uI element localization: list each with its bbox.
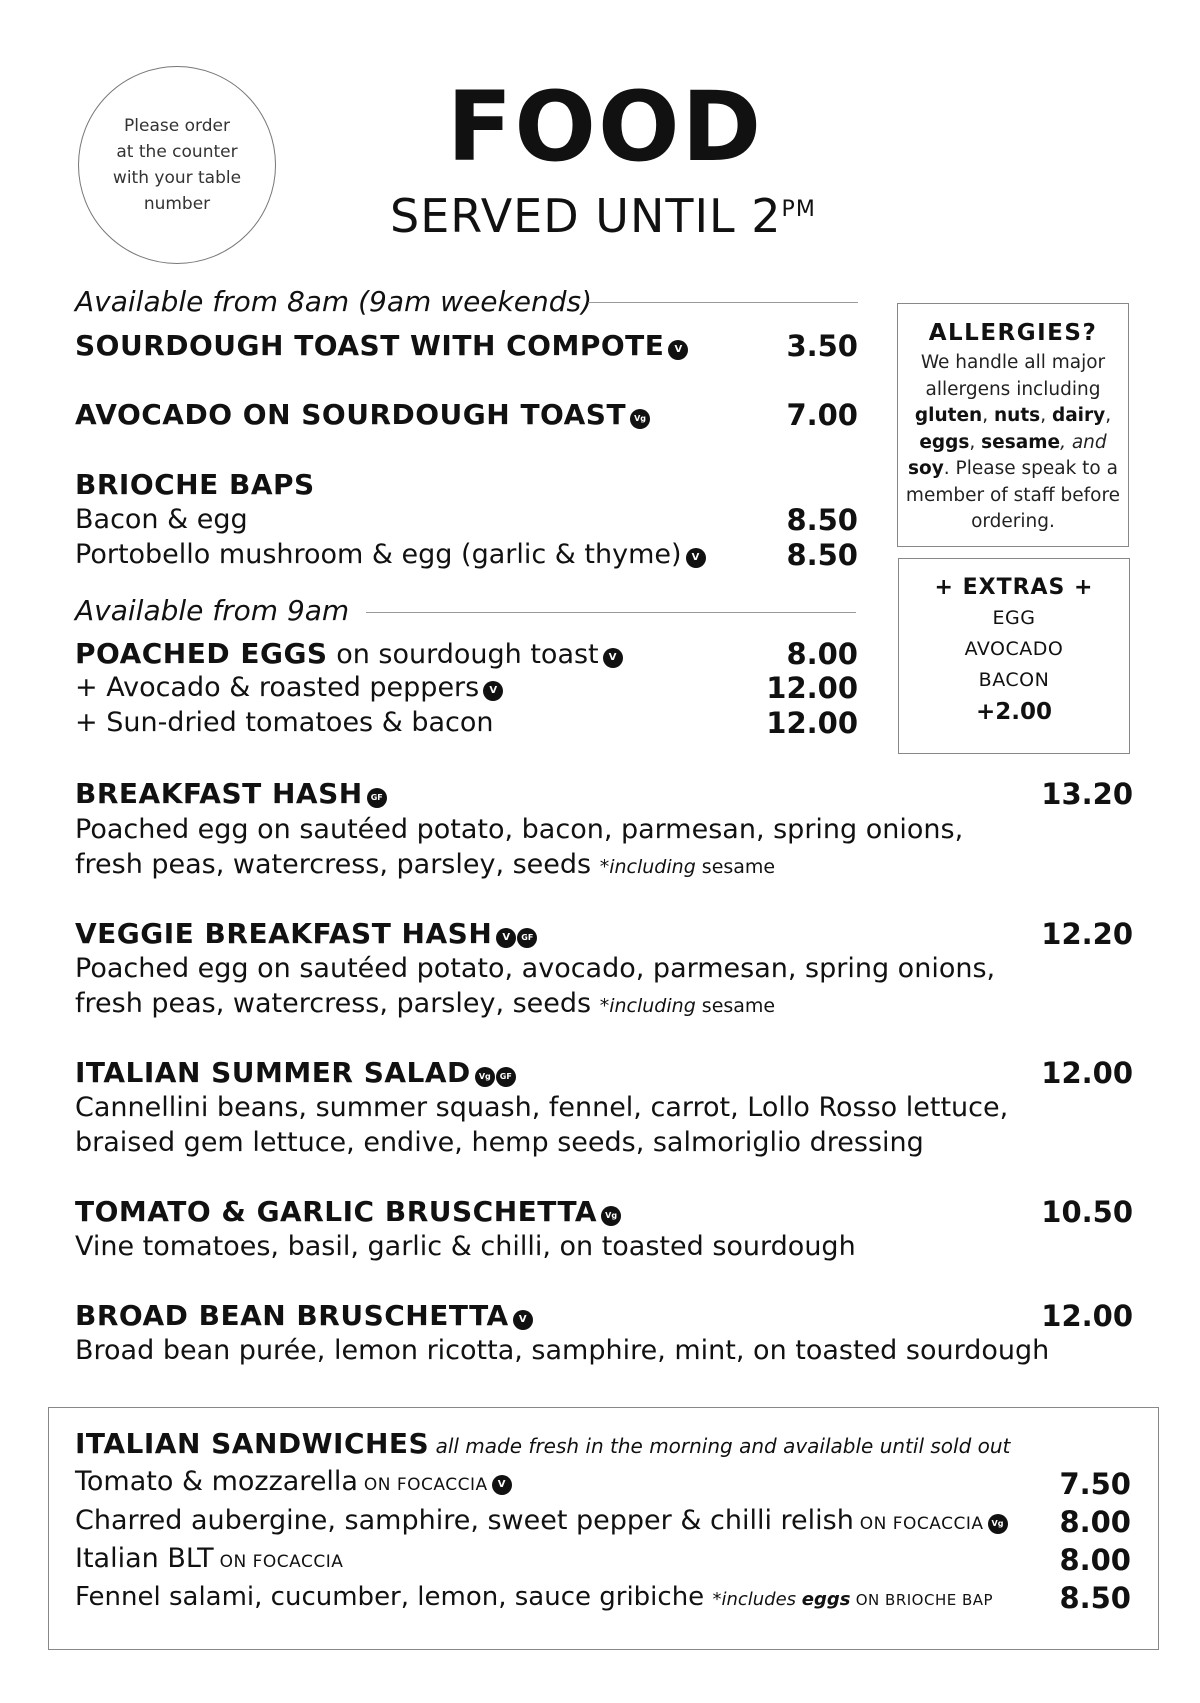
vegan-badge: Vg (630, 409, 650, 429)
allergen: sesame (981, 431, 1061, 453)
separator: , (982, 405, 994, 426)
item-price: 8.50 (786, 503, 858, 537)
item-italian-summer-salad (75, 1056, 516, 1090)
page-subtitle (390, 182, 816, 244)
sandwich-bread: ON FOCACCIA (213, 1552, 344, 1572)
item-price: 10.50 (1041, 1195, 1133, 1229)
item-name: VEGGIE BREAKFAST HASH (75, 917, 493, 950)
vegetarian-badge: V (603, 648, 623, 668)
allergen: nuts (993, 405, 1041, 426)
description-text: fresh peas, watercress, parsley, seeds (75, 988, 592, 1019)
allergies-title: ALLERGIES? (928, 320, 1098, 346)
allergen: eggs (919, 431, 970, 453)
item-description: Cannellini beans, summer squash, fennel, carrot, Lollo Rosso lettuce, (75, 1092, 1009, 1123)
allergies-line (898, 456, 1128, 483)
extras-item: BACON (978, 669, 1050, 691)
item-brioche-baps: BRIOCHE BAPS (75, 468, 315, 501)
order-notice-line: at the counter (116, 142, 238, 162)
separator: , (1105, 405, 1112, 426)
order-notice-line: with your table (112, 168, 242, 188)
allergen-note (600, 856, 775, 878)
item-price: 7.50 (1059, 1467, 1131, 1501)
vegetarian-badge: V (513, 1310, 533, 1330)
item-description: Poached egg on sautéed potato, bacon, parmesan, spring onions, (75, 814, 964, 845)
section-divider (366, 612, 856, 613)
vegan-badge: Vg (601, 1206, 621, 1226)
sandwich-name: Charred aubergine, samphire, sweet pepper & chilli relish (75, 1505, 854, 1536)
sandwich-item (75, 1504, 1008, 1541)
order-notice-line: number (143, 194, 211, 214)
sandwiches-subtitle: all made fresh in the morning and available until sold out (429, 1434, 1011, 1458)
note-prefix: *including (599, 995, 702, 1017)
sandwich-item (75, 1465, 512, 1502)
item-detail: on sourdough toast (327, 639, 599, 670)
vegan-badge: Vg (988, 1514, 1008, 1534)
sandwich-name: Italian BLT (75, 1543, 214, 1574)
item-price: 8.00 (1059, 1505, 1131, 1539)
extras-item: AVOCADO (964, 638, 1064, 660)
note-prefix: *includes (712, 1589, 802, 1610)
page-title: FOOD (446, 71, 764, 183)
section-label-9am: Available from 9am (75, 594, 350, 627)
item-name: POACHED EGGS (75, 637, 328, 670)
item-price: 12.20 (1041, 917, 1133, 951)
item-price: 8.50 (786, 538, 858, 572)
item-name: BROAD BEAN BRUSCHETTA (75, 1299, 509, 1332)
allergies-line (898, 430, 1128, 457)
item-name: ITALIAN SUMMER SALAD (75, 1056, 471, 1089)
note-prefix: *including (599, 856, 702, 878)
sandwiches-title (75, 1427, 1010, 1463)
item-name: BREAKFAST HASH (75, 777, 363, 810)
section-name: ITALIAN SANDWICHES (75, 1427, 430, 1460)
item-name: SOURDOUGH TOAST WITH COMPOTE (75, 329, 665, 362)
sandwich-bread: ON BRIOCHE BAP (850, 1591, 994, 1609)
extras-item: EGG (992, 607, 1036, 629)
item-description: braised gem lettuce, endive, hemp seeds, salmoriglio dressing (75, 1127, 924, 1158)
item-price: 8.50 (1059, 1581, 1131, 1615)
item-price: 7.00 (786, 398, 858, 432)
item-breakfast-hash (75, 777, 387, 811)
allergies-box (897, 303, 1129, 547)
allergies-text-part: . Please speak to a (943, 458, 1118, 479)
vegetarian-badge: V (496, 928, 516, 948)
item-price: 13.20 (1041, 777, 1133, 811)
option-name: + Avocado & roasted peppers (75, 672, 480, 703)
separator: , (969, 431, 982, 453)
poached-option: + Sun-dried tomatoes & bacon (75, 707, 494, 738)
brioche-option: Bacon & egg (75, 504, 248, 535)
item-name: AVOCADO ON SOURDOUGH TOAST (75, 398, 627, 431)
section-divider (588, 302, 858, 303)
item-price: 3.50 (786, 329, 858, 363)
option-name: Portobello mushroom & egg (garlic & thyme) (75, 539, 682, 570)
item-tomato-garlic-bruschetta (75, 1195, 621, 1229)
extras-price: +2.00 (975, 699, 1053, 725)
item-broad-bean-bruschetta (75, 1299, 533, 1333)
vegetarian-badge: V (492, 1475, 512, 1495)
allergen-note (712, 1589, 850, 1610)
allergen-note (600, 995, 775, 1017)
item-price: 12.00 (766, 671, 858, 705)
item-price: 8.00 (786, 637, 858, 671)
gluten-free-badge: GF (517, 928, 537, 948)
vegetarian-badge: V (668, 340, 688, 360)
sandwich-name: Tomato & mozzarella (75, 1466, 358, 1497)
allergies-text (898, 350, 1128, 536)
allergen: dairy (1051, 405, 1106, 426)
vegetarian-badge: V (483, 681, 503, 701)
sandwich-name: Fennel salami, cucumber, lemon, sauce gribiche (75, 1582, 705, 1612)
item-description: Vine tomatoes, basil, garlic & chilli, on toasted sourdough (75, 1231, 856, 1262)
brioche-option (75, 538, 706, 572)
allergen: gluten (914, 405, 983, 426)
item-poached-eggs (75, 637, 623, 672)
item-price: 8.00 (1059, 1543, 1131, 1577)
note-allergen: sesame (701, 995, 776, 1017)
section-label-8am: Available from 8am (9am weekends) (75, 285, 593, 318)
sandwich-item (75, 1580, 993, 1617)
extras-box (898, 558, 1130, 754)
allergies-line: ordering. (971, 511, 1055, 532)
description-text: fresh peas, watercress, parsley, seeds (75, 849, 592, 880)
item-name: TOMATO & GARLIC BRUSCHETTA (75, 1195, 598, 1228)
item-description: Broad bean purée, lemon ricotta, samphire, mint, on toasted sourdough (75, 1335, 1050, 1366)
allergies-line: We handle all major (920, 352, 1106, 373)
gluten-free-badge: GF (367, 788, 387, 808)
gluten-free-badge: GF (496, 1067, 516, 1087)
item-price: 12.00 (766, 706, 858, 740)
vegan-badge: Vg (475, 1067, 495, 1087)
separator: , (1040, 405, 1052, 426)
item-price: 12.00 (1041, 1056, 1133, 1090)
note-allergen: eggs (801, 1589, 851, 1610)
allergies-line (898, 403, 1128, 430)
allergies-line: member of staff before (905, 484, 1121, 506)
separator: , and (1060, 431, 1107, 453)
allergies-line: allergens including (925, 378, 1101, 400)
item-description (75, 987, 775, 1023)
sandwich-bread: ON FOCACCIA (853, 1514, 984, 1534)
order-notice-line: Please order (124, 116, 230, 136)
item-description (75, 848, 775, 884)
item-sourdough-toast (75, 329, 688, 363)
vegetarian-badge: V (686, 548, 706, 568)
poached-option (75, 671, 503, 705)
allergen: soy (908, 458, 944, 479)
sandwich-bread: ON FOCACCIA (357, 1475, 488, 1495)
item-price: 12.00 (1041, 1299, 1133, 1333)
item-avocado-toast (75, 398, 650, 432)
sandwich-item (75, 1542, 343, 1579)
subtitle-text: SERVED UNTIL 2 (390, 189, 782, 243)
item-description: Poached egg on sautéed potato, avocado, parmesan, spring onions, (75, 953, 996, 984)
extras-title: + EXTRAS + (934, 575, 1094, 600)
item-veggie-breakfast-hash (75, 917, 537, 951)
note-allergen: sesame (701, 856, 776, 878)
subtitle-suffix: PM (781, 197, 816, 222)
